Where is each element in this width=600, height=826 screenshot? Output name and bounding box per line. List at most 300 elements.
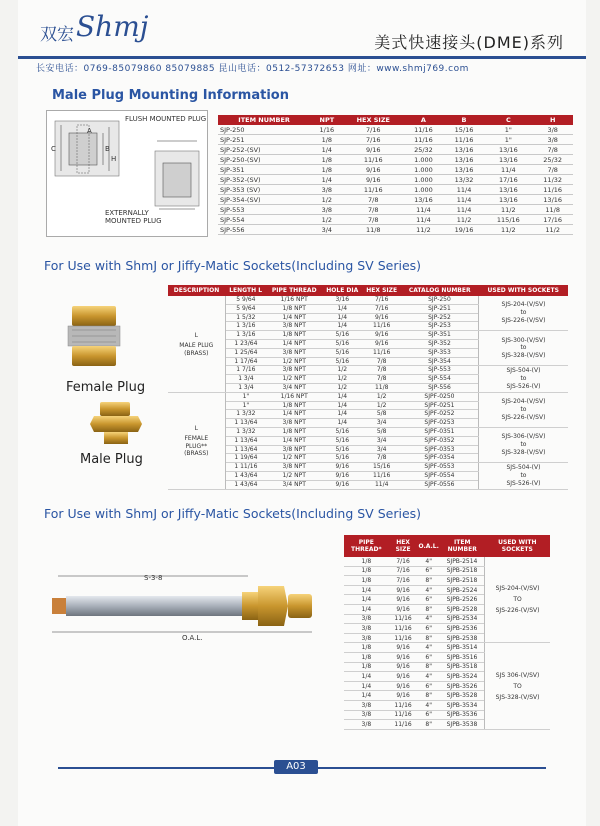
table-cell: SJPF-0253 — [401, 419, 478, 428]
socket-line: SJS-204-(V/SV) — [501, 301, 546, 309]
table-cell: 11/2 — [444, 215, 485, 225]
extension-plug-photo — [48, 570, 318, 640]
table-cell: 4" — [417, 700, 439, 710]
table-cell: 1/2 — [322, 375, 362, 384]
socket-cell — [485, 557, 550, 643]
table-cell: 5 9/64 — [225, 296, 266, 304]
description-line: (BRASS) — [184, 349, 209, 357]
table-cell: 11/16 — [362, 322, 401, 331]
table-cell: 6" — [417, 566, 439, 576]
plugs-table — [168, 285, 568, 490]
table-cell: 11/16 — [389, 700, 418, 710]
table-cell: 9/16 — [322, 480, 362, 489]
column-header: USED WITH SOCKETS — [478, 285, 568, 296]
socket-line: SJS 306-(V/SV) — [495, 671, 540, 679]
description-line: FEMALE — [184, 434, 209, 442]
table-cell: 9/16 — [389, 595, 418, 605]
table-cell: 1/2 NPT — [266, 454, 322, 463]
table-cell: 1/16 NPT — [266, 392, 322, 401]
table-cell: 1/8 — [344, 652, 389, 662]
external-label-2: MOUNTED PLUG — [105, 217, 162, 225]
table-cell: 1/4 — [310, 175, 343, 185]
table-cell: 1/4 — [322, 419, 362, 428]
column-header: LENGTH L — [225, 285, 266, 296]
extension-plugs-table — [344, 535, 550, 730]
table-cell: SJP-353 — [401, 348, 478, 357]
table-cell: SJPB-2528 — [440, 604, 485, 614]
table-cell: 7/16 — [362, 296, 401, 304]
table-cell: 11/32 — [532, 175, 573, 185]
logo-english: Shmj — [76, 10, 149, 43]
table-cell: SJPF-0556 — [401, 480, 478, 489]
table-cell: 7/8 — [532, 145, 573, 155]
table-cell: SJPB-2538 — [440, 633, 485, 643]
table-row — [218, 215, 573, 225]
table-cell: 5/8 — [362, 427, 401, 436]
table-cell: 1/4 — [322, 322, 362, 331]
table-cell: SJPF-0351 — [401, 427, 478, 436]
socket-cell — [478, 331, 568, 366]
table-cell: 9/16 — [343, 145, 403, 155]
table-cell: SJPF-0554 — [401, 471, 478, 480]
table-cell: 1/8 — [310, 155, 343, 165]
table-cell: 13/16 — [444, 145, 485, 155]
socket-line: SJS-204-(V/SV) — [495, 585, 540, 593]
table-row — [218, 205, 573, 215]
table-cell: SJPB-3524 — [440, 672, 485, 682]
column-header: B — [444, 115, 485, 125]
table-cell: 11/4 — [444, 195, 485, 205]
table-row — [344, 643, 550, 653]
table-cell: 11/16 — [343, 185, 403, 195]
table-cell: 1/8 — [310, 165, 343, 175]
table-cell: 3/8 — [532, 125, 573, 135]
table-cell: 1 13/64 — [225, 436, 266, 445]
socket-line: to — [520, 344, 527, 352]
socket-cell — [478, 463, 568, 489]
table-cell: SJPB-3538 — [440, 720, 485, 730]
table-cell: SJP-251 — [218, 135, 310, 145]
flush-label: FLUSH MOUNTED PLUG — [125, 115, 207, 123]
table-cell: 3/8 — [344, 700, 389, 710]
socket-line: SJS-306-(V/SV) — [501, 433, 546, 441]
dim-h-label: H — [111, 155, 117, 163]
table-cell: 3/8 — [310, 205, 343, 215]
table-row — [168, 331, 568, 340]
table-cell: 9/16 — [389, 652, 418, 662]
table-cell: 1" — [484, 125, 532, 135]
socket-line: SJS-226-(V/SV) — [501, 316, 546, 324]
table-cell: SJP-354-(SV) — [218, 195, 310, 205]
socket-line: SJS-328-(V/SV) — [501, 448, 546, 456]
table-cell: 5/16 — [322, 331, 362, 340]
table-cell: 1 3/32 — [225, 427, 266, 436]
table-cell: 8" — [417, 576, 439, 586]
table-cell: SJPF-0353 — [401, 445, 478, 454]
table-cell: 13/16 — [444, 165, 485, 175]
table-cell: 15/16 — [362, 463, 401, 472]
table-cell: 7/16 — [389, 557, 418, 566]
table-cell: 7/8 — [343, 215, 403, 225]
table-cell: 11/2 — [484, 205, 532, 215]
table-cell: 3/4 — [310, 225, 343, 235]
table-cell: 7/8 — [362, 366, 401, 375]
dim-oal-label: O.A.L. — [182, 634, 203, 642]
table-cell: SJPB-2536 — [440, 624, 485, 634]
table-cell: 1 23/64 — [225, 339, 266, 348]
header-divider — [18, 56, 586, 59]
table-header-row — [344, 535, 550, 557]
table-row — [218, 175, 573, 185]
column-header: ITEM NUMBER — [440, 535, 485, 557]
page-title: 美式快速接头(DME)系列 — [374, 33, 564, 52]
table-cell: 3/8 — [344, 720, 389, 730]
table-cell: 1/4 NPT — [266, 436, 322, 445]
table-cell: 5/16 — [322, 445, 362, 454]
table-cell: 11/8 — [532, 205, 573, 215]
socket-cell — [485, 643, 550, 729]
table-cell: 1 5/32 — [225, 313, 266, 322]
table-cell: 5/16 — [322, 427, 362, 436]
table-cell: SJPB-2526 — [440, 595, 485, 605]
table-row — [218, 125, 573, 135]
table-cell: 1/8 — [344, 643, 389, 653]
table-cell: 3/8 — [344, 624, 389, 634]
table-cell: 13/16 — [484, 195, 532, 205]
table-cell: 1/4 NPT — [266, 410, 322, 419]
table-cell: SJPB-3534 — [440, 700, 485, 710]
socket-line: SJS-300-(V/SV) — [501, 336, 546, 344]
table-cell: 7/8 — [362, 375, 401, 384]
catalog-page — [18, 0, 586, 826]
table-cell: 11/16 — [389, 633, 418, 643]
socket-line: SJS-204-(V/SV) — [501, 398, 546, 406]
socket-line: to — [520, 471, 527, 479]
table-cell: 3/8 — [344, 633, 389, 643]
table-cell: 4" — [417, 672, 439, 682]
table-cell: 5/8 — [362, 410, 401, 419]
table-cell: SJPF-0251 — [401, 401, 478, 410]
table-cell: 11/2 — [403, 225, 444, 235]
length-dim-label: L — [194, 425, 198, 433]
table-cell: 1 3/4 — [225, 383, 266, 392]
table-header-row — [168, 285, 568, 296]
table-row — [168, 392, 568, 401]
table-cell: 1/4 — [322, 392, 362, 401]
table-cell: 25/32 — [403, 145, 444, 155]
table-cell: 3/8 NPT — [266, 445, 322, 454]
table-cell: SJP-250 — [218, 125, 310, 135]
table-cell: 7/8 — [362, 454, 401, 463]
table-cell: 1/8 NPT — [266, 331, 322, 340]
table-cell: 1/2 — [362, 392, 401, 401]
table-cell: 3/8 NPT — [266, 366, 322, 375]
table-cell: 1 13/64 — [225, 419, 266, 428]
table-cell: 3/8 — [344, 710, 389, 720]
table-cell: 4" — [417, 585, 439, 595]
table-cell: 9/16 — [362, 313, 401, 322]
table-cell: SJPB-3518 — [440, 662, 485, 672]
socket-line: to — [520, 309, 527, 317]
table-cell: 5/16 — [322, 357, 362, 366]
dim-s38-label: S-3-8 — [144, 574, 163, 582]
socket-line: TO — [513, 596, 522, 604]
table-cell: SJPB-2518 — [440, 576, 485, 586]
page-number: A03 — [274, 760, 318, 774]
table-cell: 11/16 — [532, 185, 573, 195]
table-cell: 3/4 — [362, 419, 401, 428]
table-cell: 1 7/16 — [225, 366, 266, 375]
dim-b-label: B — [105, 145, 110, 153]
table-cell: SJPB-2534 — [440, 614, 485, 624]
mounting-diagram — [46, 110, 208, 237]
socket-line: SJS-328-(V/SV) — [495, 693, 540, 701]
table-row — [218, 135, 573, 145]
table-cell: 11/16 — [362, 348, 401, 357]
table-cell: 8" — [417, 720, 439, 730]
table-cell: 115/16 — [484, 215, 532, 225]
table-cell: 1.000 — [403, 185, 444, 195]
table-cell: 13/16 — [532, 195, 573, 205]
table-cell: 13/16 — [403, 195, 444, 205]
table-cell: 1 43/64 — [225, 480, 266, 489]
table-cell: SJPF-0250 — [401, 392, 478, 401]
table-cell: SJP-352-(SV) — [218, 175, 310, 185]
table-cell: SJPB-2518 — [440, 566, 485, 576]
table-cell: 11/16 — [362, 471, 401, 480]
socket-line: to — [520, 405, 527, 413]
table-cell: 7/8 — [532, 165, 573, 175]
table-cell: 15/16 — [444, 125, 485, 135]
socket-line: SJS-526-(V) — [506, 479, 541, 487]
table-cell: 1/8 — [344, 557, 389, 566]
table-cell: SJPB-3516 — [440, 652, 485, 662]
table-cell: 9/16 — [389, 643, 418, 653]
column-header: HEX SIZE — [389, 535, 418, 557]
table-cell: 1/4 — [322, 304, 362, 313]
table-cell: 3/8 — [344, 614, 389, 624]
table-cell: 7/8 — [343, 205, 403, 215]
table-cell: SJP-354 — [401, 357, 478, 366]
description-line: MALE PLUG — [179, 341, 214, 349]
table-row — [218, 185, 573, 195]
table-cell: 1/2 NPT — [266, 471, 322, 480]
table-cell: 11/16 — [389, 720, 418, 730]
column-header: HEX SIZE — [343, 115, 403, 125]
table-cell: SJPB-3528 — [440, 691, 485, 701]
table-cell: 7/16 — [343, 135, 403, 145]
table-cell: 3/4 NPT — [266, 383, 322, 392]
socket-line: to — [520, 441, 527, 449]
table-cell: SJPB-2514 — [440, 557, 485, 566]
table-cell: 9/16 — [322, 463, 362, 472]
table-cell: 9/16 — [362, 339, 401, 348]
table-cell: 1" — [225, 401, 266, 410]
table-cell: 1/4 — [344, 691, 389, 701]
table-cell: SJP-554 — [218, 215, 310, 225]
table-cell: 1/16 — [310, 125, 343, 135]
table-cell: SJPF-0252 — [401, 410, 478, 419]
table-cell: 3/8 — [310, 185, 343, 195]
table-cell: 1.000 — [403, 155, 444, 165]
table-cell: 1/4 — [322, 313, 362, 322]
socket-line: SJS-504-(V) — [506, 464, 541, 472]
column-header: HOLE DIA — [322, 285, 362, 296]
table-cell: SJPB-3536 — [440, 710, 485, 720]
table-row — [218, 145, 573, 155]
table-cell: 11/8 — [343, 225, 403, 235]
table-cell: 1 3/4 — [225, 375, 266, 384]
column-header: ITEM NUMBER — [218, 115, 310, 125]
socket-line: SJS-226-(V/SV) — [501, 413, 546, 421]
table-cell: 7/16 — [362, 304, 401, 313]
table-cell: 11/4 — [403, 215, 444, 225]
table-cell: 1" — [225, 392, 266, 401]
table-row — [168, 366, 568, 375]
socket-cell — [478, 366, 568, 392]
mounting-info-table — [218, 115, 573, 235]
table-cell: 9/16 — [389, 585, 418, 595]
table-cell: 7/16 — [343, 125, 403, 135]
table-cell: 6" — [417, 710, 439, 720]
table-cell: 1/16 NPT — [266, 296, 322, 304]
table-cell: SJP-251 — [401, 304, 478, 313]
table-cell: SJP-352 — [401, 339, 478, 348]
table-cell: 11/4 — [403, 205, 444, 215]
table-cell: 1/2 NPT — [266, 375, 322, 384]
table-cell: 1 13/64 — [225, 445, 266, 454]
table-cell: SJP-554 — [401, 375, 478, 384]
table-cell: 11/2 — [484, 225, 532, 235]
table-cell: 1/4 — [344, 681, 389, 691]
table-cell: 1 3/32 — [225, 410, 266, 419]
table-cell: 8" — [417, 604, 439, 614]
table-cell: 4" — [417, 557, 439, 566]
table-cell: 1/4 — [344, 585, 389, 595]
socket-line: SJS-328-(V/SV) — [501, 352, 546, 360]
table-cell: 9/16 — [343, 165, 403, 175]
table-cell: 13/16 — [444, 155, 485, 165]
table-cell: 1/4 — [344, 672, 389, 682]
table-cell: SJP-252 — [401, 313, 478, 322]
table-cell: 5/16 — [322, 339, 362, 348]
table-cell: 11/16 — [389, 710, 418, 720]
table-cell: 3/8 — [532, 135, 573, 145]
description-line: (BRASS) — [184, 450, 209, 458]
table-cell: 13/16 — [484, 185, 532, 195]
table-cell: 11/8 — [362, 383, 401, 392]
male-plug-label: Male Plug — [80, 452, 143, 467]
table-cell: 1/4 — [344, 604, 389, 614]
table-cell: 1" — [484, 135, 532, 145]
table-row — [218, 225, 573, 235]
table-cell: 11/4 — [362, 480, 401, 489]
table-cell: 11/16 — [444, 135, 485, 145]
table-cell: SJPB-3514 — [440, 643, 485, 653]
table-cell: 1/8 — [310, 135, 343, 145]
table-cell: SJPF-0352 — [401, 436, 478, 445]
table-cell: 25/32 — [532, 155, 573, 165]
table-cell: 5/16 — [322, 348, 362, 357]
table-cell: 3/8 NPT — [266, 322, 322, 331]
table-cell: 17/16 — [532, 215, 573, 225]
table-cell: 13/16 — [484, 145, 532, 155]
table-cell: 11/16 — [389, 624, 418, 634]
table-cell: 1/4 NPT — [266, 313, 322, 322]
table-cell: 3/4 — [362, 436, 401, 445]
table-cell: 5 9/64 — [225, 304, 266, 313]
table-cell: SJP-553 — [401, 366, 478, 375]
table-cell: 4" — [417, 643, 439, 653]
table-cell: 1 3/16 — [225, 331, 266, 340]
table-cell: 1/8 NPT — [266, 427, 322, 436]
table-cell: 9/16 — [389, 662, 418, 672]
table-cell: 1/4 — [310, 145, 343, 155]
table-cell: 1/2 — [322, 366, 362, 375]
column-header: O.A.L. — [417, 535, 439, 557]
female-plug-photo — [58, 300, 130, 372]
table-cell: 1/8 — [344, 576, 389, 586]
table-cell: 17/16 — [484, 175, 532, 185]
table-row — [344, 557, 550, 566]
table-cell: 19/16 — [444, 225, 485, 235]
table-row — [218, 165, 573, 175]
contact-info: 长安电话：0769-85079860 85079885 昆山电话：0512-57372653 网址：www.shmj769.com — [36, 64, 469, 74]
table-cell: 1/2 — [310, 215, 343, 225]
logo-chinese: 双宏 — [40, 25, 74, 45]
section2-title: For Use with ShmJ or Jiffy-Matic Sockets(Including SV Series) — [44, 258, 422, 273]
table-cell: 3/4 NPT — [266, 480, 322, 489]
table-row — [218, 195, 573, 205]
table-cell: 1.000 — [403, 165, 444, 175]
table-cell: 7/8 — [362, 357, 401, 366]
table-cell: 9/16 — [389, 691, 418, 701]
section3-title: For Use with ShmJ or Jiffy-Matic Sockets(Including SV Series) — [44, 506, 422, 521]
table-cell: SJP-353 (SV) — [218, 185, 310, 195]
table-cell: 11/16 — [343, 155, 403, 165]
table-cell: 7/8 — [343, 195, 403, 205]
table-cell: 5/16 — [322, 436, 362, 445]
table-cell: 7/16 — [389, 576, 418, 586]
table-cell: 1/8 NPT — [266, 304, 322, 313]
table-cell: 1/4 NPT — [266, 339, 322, 348]
column-header: USED WITH SOCKETS — [485, 535, 550, 557]
length-dim-label: L — [194, 332, 198, 340]
table-cell: 1/8 — [344, 662, 389, 672]
table-cell: 1 19/64 — [225, 454, 266, 463]
table-row — [168, 463, 568, 472]
table-cell: SJP-351 — [401, 331, 478, 340]
socket-cell — [478, 392, 568, 427]
table-cell: 1/2 — [322, 383, 362, 392]
table-cell: 11/16 — [403, 135, 444, 145]
table-cell: 3/8 NPT — [266, 348, 322, 357]
table-cell: 13/16 — [484, 155, 532, 165]
table-cell: 8" — [417, 662, 439, 672]
table-cell: 9/16 — [389, 681, 418, 691]
socket-line: to — [520, 375, 527, 383]
socket-line: TO — [513, 682, 522, 690]
column-header: PIPE THREAD* — [344, 535, 389, 557]
table-cell: 11/4 — [484, 165, 532, 175]
column-header: NPT — [310, 115, 343, 125]
table-cell: SJP-250-(SV) — [218, 155, 310, 165]
description-cell — [168, 392, 225, 489]
table-cell: 6" — [417, 595, 439, 605]
table-cell: 1/2 — [362, 401, 401, 410]
male-plug-photo — [86, 398, 146, 446]
table-cell: SJP-253 — [401, 322, 478, 331]
